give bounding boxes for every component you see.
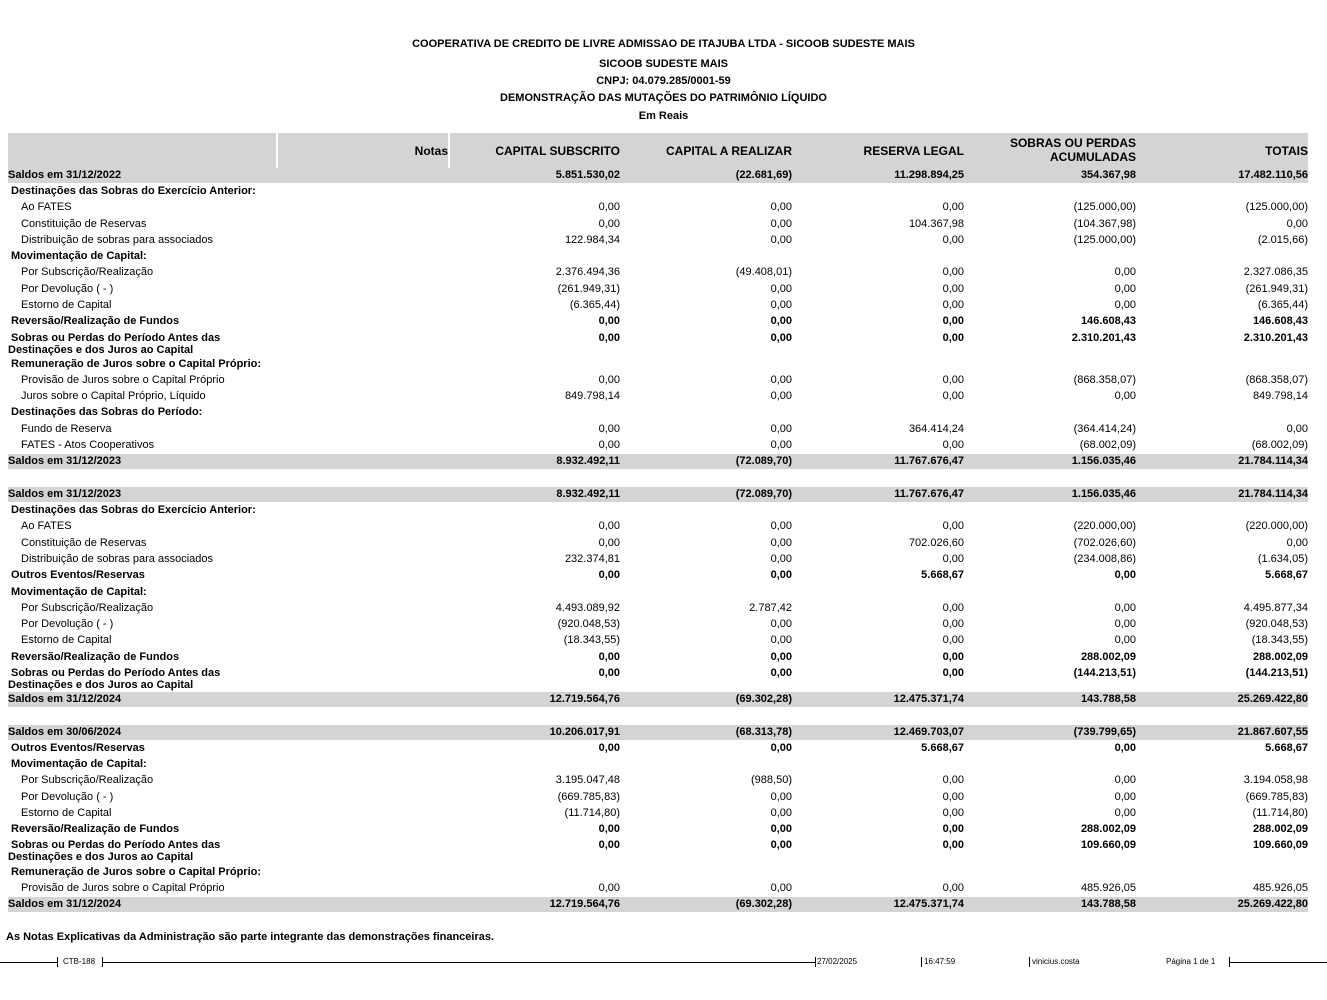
table-row (8, 438, 1308, 453)
table-row (8, 568, 1308, 583)
row-label: Destinações das Sobras do Exercício Anterior: (11, 185, 256, 197)
cell-capital-a-realizar: (72.089,70) (735, 455, 792, 467)
cell-sobras-acumuladas: 0,00 (1114, 602, 1136, 614)
row-label: Juros sobre o Capital Próprio, Líquido (21, 390, 206, 402)
cell-sobras-acumuladas: (125.000,00) (1073, 234, 1136, 246)
cell-sobras-acumuladas: 1.156.035,46 (1071, 488, 1136, 500)
cell-capital-a-realizar: 0,00 (770, 839, 792, 851)
row-label: Estorno de Capital (21, 634, 112, 646)
row-label: Por Subscrição/Realização (21, 774, 154, 786)
column-header-sobras-line2: ACUMULADAS (1050, 150, 1136, 164)
cell-capital-subscrito: 0,00 (598, 374, 620, 386)
row-label: Reversão/Realização de Fundos (11, 823, 180, 835)
cell-sobras-acumuladas: 0,00 (1114, 569, 1136, 581)
cell-reserva-legal: 0,00 (942, 299, 964, 311)
cell-totais: 21.784.114,34 (1238, 455, 1308, 467)
table-row (8, 881, 1308, 896)
table-row (8, 790, 1308, 805)
cell-sobras-acumuladas: (68.002,09) (1079, 439, 1136, 451)
cell-capital-subscrito: 0,00 (598, 439, 620, 451)
cell-totais: 2.310.201,43 (1243, 332, 1308, 344)
cell-sobras-acumuladas: 143.788,58 (1080, 898, 1136, 910)
row-label: Por Devolução ( - ) (21, 618, 114, 630)
cell-capital-subscrito: 0,00 (598, 423, 620, 435)
footer-separator (1029, 957, 1030, 967)
cell-totais: (6.365,44) (1257, 299, 1308, 311)
footer-report-code: CTB-188 (63, 957, 96, 966)
cell-reserva-legal: 0,00 (942, 882, 964, 894)
column-header-sobras (936, 136, 1136, 164)
cell-capital-a-realizar: 0,00 (770, 651, 792, 663)
statement-title: DEMONSTRAÇÃO DAS MUTAÇÕES DO PATRIMÔNIO LÍQUIDO (500, 92, 827, 104)
cell-totais: 2.327.086,35 (1243, 266, 1308, 278)
cell-reserva-legal: 0,00 (942, 667, 964, 679)
cell-totais: (220.000,00) (1245, 520, 1308, 532)
cell-capital-a-realizar: 0,00 (770, 201, 792, 213)
table-row (8, 184, 1308, 199)
table-row (8, 357, 1308, 372)
cell-sobras-acumuladas: 288.002,09 (1080, 651, 1136, 663)
cell-reserva-legal: 0,00 (942, 791, 964, 803)
row-label: Remuneração de Juros sobre o Capital Próprio: (11, 866, 262, 878)
cell-totais: 0,00 (1286, 423, 1308, 435)
column-header-totais: TOTAIS (1265, 144, 1308, 158)
cell-sobras-acumuladas: 2.310.201,43 (1071, 332, 1136, 344)
cell-sobras-acumuladas: 288.002,09 (1080, 823, 1136, 835)
row-label: Saldos em 31/12/2023 (8, 488, 122, 500)
cell-capital-subscrito: 0,00 (598, 823, 620, 835)
row-label: Ao FATES (21, 520, 72, 532)
row-label: Outros Eventos/Reservas (11, 742, 145, 754)
cell-capital-subscrito: 0,00 (598, 332, 620, 344)
cell-capital-subscrito: 0,00 (598, 520, 620, 532)
cell-reserva-legal: 0,00 (942, 807, 964, 819)
row-label: Fundo de Reserva (21, 423, 112, 435)
cell-capital-a-realizar: (22.681,69) (735, 169, 792, 181)
cell-totais: 25.269.422,80 (1237, 898, 1308, 910)
footer-rule (0, 962, 57, 963)
cell-capital-a-realizar: 0,00 (770, 537, 792, 549)
currency-unit: Em Reais (638, 110, 689, 122)
row-label: Reversão/Realização de Fundos (11, 315, 180, 327)
cell-capital-subscrito: 5.851.530,02 (555, 169, 620, 181)
row-label: Ao FATES (21, 201, 72, 213)
row-label: Distribuição de sobras para associados (21, 234, 213, 246)
cell-sobras-acumuladas: (702.026,60) (1073, 537, 1136, 549)
footer-rule (102, 962, 815, 963)
row-label: Destinações das Sobras do Período: (11, 406, 203, 418)
table-row (8, 741, 1308, 756)
cell-sobras-acumuladas: 0,00 (1114, 774, 1136, 786)
row-label: FATES - Atos Cooperativos (21, 439, 155, 451)
cell-capital-a-realizar: (72.089,70) (735, 488, 792, 500)
cell-sobras-acumuladas: 0,00 (1114, 807, 1136, 819)
cell-capital-subscrito: 0,00 (598, 742, 620, 754)
table-row (8, 897, 1308, 912)
table-row (8, 314, 1308, 329)
cell-capital-a-realizar: 0,00 (770, 618, 792, 630)
row-label: Por Subscrição/Realização (21, 266, 154, 278)
footer-user: vinicius.costa (1032, 957, 1080, 966)
cell-sobras-acumuladas: 0,00 (1114, 618, 1136, 630)
cell-reserva-legal: 702.026,60 (908, 537, 964, 549)
row-label: Saldos em 31/12/2022 (8, 169, 122, 181)
cell-totais: 21.867.607,55 (1237, 726, 1308, 738)
cell-capital-subscrito: 12.719.564,76 (549, 898, 620, 910)
row-label-continuation: Destinações e dos Juros ao Capital (8, 344, 194, 356)
cell-capital-a-realizar: 0,00 (770, 234, 792, 246)
cell-reserva-legal: 0,00 (942, 266, 964, 278)
cell-sobras-acumuladas: 0,00 (1114, 299, 1136, 311)
cell-totais: 25.269.422,80 (1237, 693, 1308, 705)
cell-capital-a-realizar: 0,00 (770, 374, 792, 386)
cell-capital-subscrito: 0,00 (598, 839, 620, 851)
table-row (8, 806, 1308, 821)
cell-capital-a-realizar: 0,00 (770, 315, 792, 327)
row-label: Por Devolução ( - ) (21, 791, 114, 803)
row-label: Estorno de Capital (21, 299, 112, 311)
table-row (8, 249, 1308, 264)
cell-reserva-legal: 0,00 (942, 602, 964, 614)
table-row (8, 373, 1308, 388)
footer-page: Página 1 de 1 (1166, 957, 1216, 966)
cell-capital-subscrito: 232.374,81 (564, 553, 620, 565)
cell-capital-a-realizar: 0,00 (770, 823, 792, 835)
row-label: Remuneração de Juros sobre o Capital Próprio: (11, 358, 262, 370)
cell-reserva-legal: 0,00 (942, 439, 964, 451)
table-row (8, 265, 1308, 280)
row-label: Sobras ou Perdas do Período Antes das (11, 667, 221, 679)
table-row (8, 822, 1308, 837)
row-label: Saldos em 31/12/2023 (8, 455, 122, 467)
cell-reserva-legal: 0,00 (942, 390, 964, 402)
column-header-notas: Notas (414, 144, 448, 158)
table-row (8, 389, 1308, 404)
cell-capital-subscrito: 0,00 (598, 667, 620, 679)
row-label: Por Devolução ( - ) (21, 283, 114, 295)
cell-sobras-acumuladas: 143.788,58 (1080, 693, 1136, 705)
cell-capital-a-realizar: 0,00 (770, 299, 792, 311)
cell-totais: 288.002,09 (1252, 651, 1308, 663)
cell-totais: 5.668,67 (1265, 569, 1308, 581)
footer-note: As Notas Explicativas da Administração são parte integrante das demonstrações financeiras. (6, 931, 495, 943)
row-label: Movimentação de Capital: (11, 758, 147, 770)
cell-totais: (125.000,00) (1245, 201, 1308, 213)
cell-capital-subscrito: 0,00 (598, 569, 620, 581)
cell-reserva-legal: 0,00 (942, 283, 964, 295)
cnpj: CNPJ: 04.079.285/0001-59 (596, 75, 731, 87)
cell-capital-a-realizar: 0,00 (770, 423, 792, 435)
table-row (8, 536, 1308, 551)
cell-capital-subscrito: 3.195.047,48 (555, 774, 620, 786)
cell-totais: 0,00 (1286, 537, 1308, 549)
footer-rule (1229, 962, 1327, 963)
cell-capital-a-realizar: 0,00 (770, 218, 792, 230)
cell-reserva-legal: 0,00 (942, 839, 964, 851)
footer-separator (921, 957, 922, 967)
cell-capital-subscrito: 0,00 (598, 201, 620, 213)
cell-reserva-legal: 12.475.371,74 (893, 693, 964, 705)
cell-capital-subscrito: 0,00 (598, 218, 620, 230)
cell-reserva-legal: 0,00 (942, 520, 964, 532)
table-row (8, 552, 1308, 567)
cell-reserva-legal: 12.475.371,74 (893, 898, 964, 910)
cell-totais: (920.048,53) (1245, 618, 1308, 630)
footer-separator (57, 957, 58, 967)
cell-totais: (18.343,55) (1251, 634, 1308, 646)
row-label: Movimentação de Capital: (11, 586, 147, 598)
cell-reserva-legal: 5.668,67 (921, 742, 964, 754)
table-row (8, 422, 1308, 437)
cell-sobras-acumuladas: (739.799,65) (1073, 726, 1136, 738)
cell-totais: (144.213,51) (1245, 667, 1308, 679)
cell-reserva-legal: 0,00 (942, 332, 964, 344)
column-header-reserva-legal: RESERVA LEGAL (863, 144, 964, 158)
cell-totais: (11.714,80) (1252, 807, 1308, 819)
cell-capital-a-realizar: 0,00 (770, 332, 792, 344)
cell-reserva-legal: 12.469.703,07 (893, 726, 964, 738)
cell-sobras-acumuladas: (125.000,00) (1073, 201, 1136, 213)
cell-capital-a-realizar: 0,00 (770, 634, 792, 646)
cell-sobras-acumuladas: 146.608,43 (1080, 315, 1136, 327)
cell-capital-a-realizar: 0,00 (770, 390, 792, 402)
table-row (8, 865, 1308, 880)
table-row (8, 298, 1308, 313)
cell-capital-a-realizar: 0,00 (770, 553, 792, 565)
cell-capital-a-realizar: 0,00 (770, 807, 792, 819)
cell-sobras-acumuladas: 1.156.035,46 (1071, 455, 1136, 467)
cell-totais: 4.495.877,34 (1243, 602, 1308, 614)
cell-sobras-acumuladas: 485.926,05 (1080, 882, 1136, 894)
table-row (8, 405, 1308, 420)
column-header-sobras-line1: SOBRAS OU PERDAS (1009, 136, 1136, 150)
cell-capital-subscrito: 0,00 (598, 315, 620, 327)
cell-sobras-acumuladas: (144.213,51) (1073, 667, 1136, 679)
cell-capital-subscrito: 0,00 (598, 882, 620, 894)
row-label: Sobras ou Perdas do Período Antes das (11, 839, 221, 851)
cell-totais: 17.482.110,56 (1238, 169, 1308, 181)
cell-capital-a-realizar: 0,00 (770, 667, 792, 679)
table-row (8, 331, 1308, 359)
cell-capital-subscrito: (11.714,80) (564, 807, 620, 819)
cell-sobras-acumuladas: (104.367,98) (1073, 218, 1136, 230)
cell-reserva-legal: 0,00 (942, 201, 964, 213)
cell-capital-a-realizar: 0,00 (770, 569, 792, 581)
footer-date: 27/02/2025 (817, 957, 858, 966)
table-row (8, 233, 1308, 248)
row-label: Saldos em 30/06/2024 (8, 726, 122, 738)
cell-totais: 849.798,14 (1252, 390, 1308, 402)
table-row (8, 666, 1308, 694)
cell-reserva-legal: 11.767.676,47 (894, 488, 964, 500)
cell-capital-subscrito: (261.949,31) (557, 283, 620, 295)
short-name: SICOOB SUDESTE MAIS (599, 58, 728, 70)
cell-capital-a-realizar: 0,00 (770, 283, 792, 295)
row-label: Estorno de Capital (21, 807, 112, 819)
cell-reserva-legal: 0,00 (942, 234, 964, 246)
cell-totais: (68.002,09) (1251, 439, 1308, 451)
cell-reserva-legal: 11.298.894,25 (894, 169, 964, 181)
cell-sobras-acumuladas: (364.414,24) (1073, 423, 1136, 435)
cell-totais: (1.634,05) (1257, 553, 1308, 565)
cell-totais: (868.358,07) (1245, 374, 1308, 386)
cell-reserva-legal: 11.767.676,47 (894, 455, 964, 467)
cell-totais: 0,00 (1286, 218, 1308, 230)
cell-capital-subscrito: 10.206.017,91 (549, 726, 620, 738)
company-name: COOPERATIVA DE CREDITO DE LIVRE ADMISSAO DE ITAJUBA LTDA - SICOOB SUDESTE MAIS (412, 38, 915, 50)
cell-capital-a-realizar: 2.787,42 (749, 602, 792, 614)
row-label: Saldos em 31/12/2024 (8, 898, 122, 910)
cell-capital-subscrito: 849.798,14 (564, 390, 620, 402)
table-row (8, 585, 1308, 600)
table-row (8, 650, 1308, 665)
row-label: Provisão de Juros sobre o Capital Próprio (21, 374, 225, 386)
cell-totais: (2.015,66) (1257, 234, 1308, 246)
cell-totais: 109.660,09 (1252, 839, 1308, 851)
cell-sobras-acumuladas: 0,00 (1114, 283, 1136, 295)
table-row (8, 601, 1308, 616)
cell-sobras-acumuladas: (220.000,00) (1073, 520, 1136, 532)
table-row (8, 692, 1308, 707)
cell-capital-subscrito: (6.365,44) (569, 299, 620, 311)
cell-totais: (261.949,31) (1245, 283, 1308, 295)
footer-time: 16:47:59 (924, 957, 956, 966)
cell-totais: 146.608,43 (1252, 315, 1308, 327)
cell-totais: 3.194.058,98 (1243, 774, 1308, 786)
table-row (8, 217, 1308, 232)
cell-totais: (669.785,83) (1245, 791, 1308, 803)
cell-sobras-acumuladas: 0,00 (1114, 791, 1136, 803)
table-row (8, 282, 1308, 297)
cell-capital-a-realizar: (69.302,28) (735, 898, 792, 910)
column-header-capital-a-realizar: CAPITAL A REALIZAR (666, 144, 792, 158)
cell-totais: 288.002,09 (1252, 823, 1308, 835)
cell-capital-subscrito: (18.343,55) (563, 634, 620, 646)
cell-reserva-legal: 0,00 (942, 823, 964, 835)
table-row (8, 487, 1308, 502)
table-row (8, 503, 1308, 518)
cell-capital-subscrito: 0,00 (598, 651, 620, 663)
cell-capital-a-realizar: (988,50) (751, 774, 792, 786)
cell-sobras-acumuladas: (234.008,86) (1073, 553, 1136, 565)
column-header-capital-subscrito: CAPITAL SUBSCRITO (495, 144, 620, 158)
cell-capital-subscrito: 4.493.089,92 (555, 602, 620, 614)
cell-capital-subscrito: (669.785,83) (557, 791, 620, 803)
cell-sobras-acumuladas: 0,00 (1114, 266, 1136, 278)
cell-capital-subscrito: 2.376.494,36 (555, 266, 620, 278)
table-row (8, 519, 1308, 534)
cell-capital-subscrito: 8.932.492,11 (556, 488, 620, 500)
cell-capital-a-realizar: (69.302,28) (735, 693, 792, 705)
table-row (8, 168, 1308, 183)
cell-reserva-legal: 5.668,67 (921, 569, 964, 581)
table-row (8, 200, 1308, 215)
table-row (8, 773, 1308, 788)
row-label: Outros Eventos/Reservas (11, 569, 145, 581)
cell-reserva-legal: 0,00 (942, 315, 964, 327)
cell-reserva-legal: 0,00 (942, 553, 964, 565)
cell-sobras-acumuladas: 109.660,09 (1080, 839, 1136, 851)
cell-reserva-legal: 104.367,98 (908, 218, 964, 230)
row-label: Constituição de Reservas (21, 218, 147, 230)
cell-capital-a-realizar: 0,00 (770, 882, 792, 894)
cell-reserva-legal: 0,00 (942, 618, 964, 630)
cell-reserva-legal: 0,00 (942, 774, 964, 786)
cell-sobras-acumuladas: 0,00 (1114, 742, 1136, 754)
row-label: Reversão/Realização de Fundos (11, 651, 180, 663)
row-label: Destinações das Sobras do Exercício Anterior: (11, 504, 256, 516)
cell-totais: 485.926,05 (1252, 882, 1308, 894)
table-row (8, 725, 1308, 740)
row-label: Distribuição de sobras para associados (21, 553, 213, 565)
cell-totais: 21.784.114,34 (1238, 488, 1308, 500)
cell-sobras-acumuladas: 0,00 (1114, 634, 1136, 646)
cell-reserva-legal: 0,00 (942, 651, 964, 663)
cell-capital-subscrito: 8.932.492,11 (556, 455, 620, 467)
cell-capital-a-realizar: 0,00 (770, 791, 792, 803)
cell-capital-a-realizar: (49.408,01) (735, 266, 792, 278)
row-label: Movimentação de Capital: (11, 250, 147, 262)
row-label: Sobras ou Perdas do Período Antes das (11, 332, 221, 344)
footer-separator (815, 957, 816, 967)
cell-capital-subscrito: 12.719.564,76 (549, 693, 620, 705)
cell-capital-subscrito: 122.984,34 (564, 234, 620, 246)
cell-reserva-legal: 0,00 (942, 634, 964, 646)
table-row (8, 633, 1308, 648)
cell-sobras-acumuladas: 354.367,98 (1080, 169, 1136, 181)
cell-sobras-acumuladas: (868.358,07) (1073, 374, 1136, 386)
cell-reserva-legal: 0,00 (942, 374, 964, 386)
table-row (8, 757, 1308, 772)
cell-totais: 5.668,67 (1265, 742, 1308, 754)
row-label: Saldos em 31/12/2024 (8, 693, 122, 705)
cell-sobras-acumuladas: 0,00 (1114, 390, 1136, 402)
table-row (8, 454, 1308, 469)
table-row (8, 617, 1308, 632)
row-label-continuation: Destinações e dos Juros ao Capital (8, 679, 194, 691)
cell-capital-a-realizar: 0,00 (770, 742, 792, 754)
row-label: Provisão de Juros sobre o Capital Próprio (21, 882, 225, 894)
cell-reserva-legal: 364.414,24 (908, 423, 964, 435)
row-label: Por Subscrição/Realização (21, 602, 154, 614)
table-row (8, 838, 1308, 866)
cell-capital-a-realizar: 0,00 (770, 439, 792, 451)
row-label-continuation: Destinações e dos Juros ao Capital (8, 851, 194, 863)
row-label: Constituição de Reservas (21, 537, 147, 549)
cell-capital-subscrito: 0,00 (598, 537, 620, 549)
cell-capital-a-realizar: (68.313,78) (735, 726, 792, 738)
cell-capital-a-realizar: 0,00 (770, 520, 792, 532)
cell-capital-subscrito: (920.048,53) (557, 618, 620, 630)
